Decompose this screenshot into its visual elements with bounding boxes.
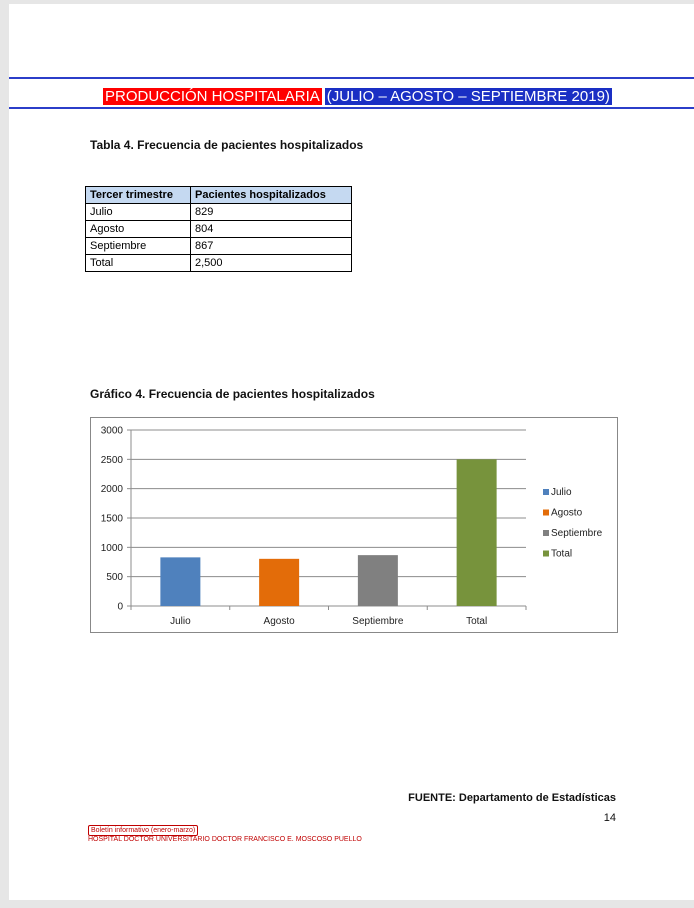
source-note: FUENTE: Departamento de Estadísticas	[408, 792, 616, 804]
page-number: 14	[603, 812, 616, 824]
y-tick-label: 2500	[100, 454, 123, 466]
legend-label: Total	[551, 548, 573, 560]
legend-swatch	[543, 489, 549, 495]
header-title-blue: (JULIO – AGOSTO – SEPTIEMBRE 2019)	[326, 88, 610, 105]
bar-agosto	[259, 559, 299, 606]
patients-table	[85, 186, 352, 272]
bar-julio	[160, 557, 200, 606]
table-cell: Agosto	[86, 221, 191, 238]
x-tick-label: Total	[466, 616, 488, 627]
x-tick-label: Julio	[170, 616, 191, 627]
legend-swatch	[543, 551, 549, 557]
y-tick-label: 0	[117, 601, 123, 613]
table-header-cell: Tercer trimestre	[86, 187, 191, 204]
table-header-cell: Pacientes hospitalizados	[191, 187, 352, 204]
document-page	[9, 4, 694, 900]
legend-swatch	[543, 530, 549, 536]
header-top-rule	[9, 77, 694, 79]
legend-label: Septiembre	[551, 528, 603, 539]
bar-septiembre	[358, 555, 398, 606]
bar-total	[457, 459, 497, 606]
table-cell: 867	[191, 238, 352, 255]
table-row	[86, 221, 352, 238]
table-cell: Total	[86, 255, 191, 272]
legend-label: Agosto	[551, 507, 583, 519]
chart-container	[90, 417, 618, 633]
table-row	[86, 255, 352, 272]
y-tick-label: 3000	[100, 425, 123, 437]
legend-label: Julio	[551, 487, 572, 498]
y-tick-label: 1500	[100, 513, 123, 525]
table-cell: Septiembre	[86, 238, 191, 255]
table-row	[86, 204, 352, 221]
table-cell: 2,500	[191, 255, 352, 272]
header-bottom-rule	[9, 107, 694, 109]
table-caption: Tabla 4. Frecuencia de pacientes hospitalizados	[90, 138, 364, 152]
y-tick-label: 500	[106, 572, 123, 584]
bar-chart	[91, 418, 617, 632]
footer-hospital: HOSPITAL DOCTOR UNIVERSITARIO DOCTOR FRANCISCO E. MOSCOSO PUELLO	[88, 836, 362, 843]
x-tick-label: Agosto	[263, 616, 295, 627]
header-title-red: PRODUCCIÓN HOSPITALARIA	[105, 88, 320, 105]
table-cell: 804	[191, 221, 352, 238]
table-row	[86, 238, 352, 255]
table-cell: 829	[191, 204, 352, 221]
table-cell: Julio	[86, 204, 191, 221]
y-tick-label: 2000	[100, 484, 123, 496]
footer-bulletin: Boletín informativo (enero-marzo)	[88, 825, 198, 836]
x-tick-label: Septiembre	[352, 616, 404, 627]
chart-caption: Gráfico 4. Frecuencia de pacientes hospitalizados	[90, 387, 375, 401]
page-header-title	[103, 87, 612, 107]
table-header-row	[86, 187, 352, 204]
legend-swatch	[543, 510, 549, 516]
y-tick-label: 1000	[100, 542, 123, 554]
